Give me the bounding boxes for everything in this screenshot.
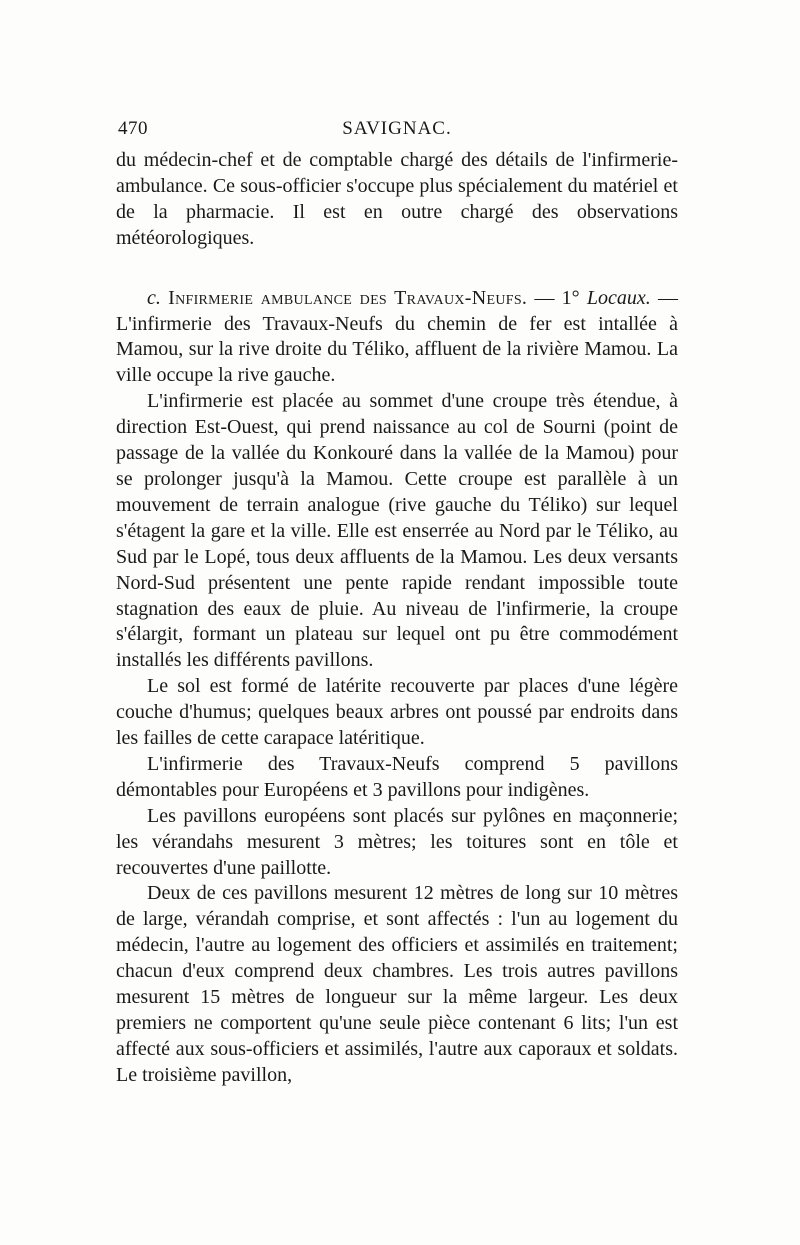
paragraph: Deux de ces pavillons mesurent 12 mètres de long sur 10 mètres de large, vérandah comprise, et sont affectés : l'un au logement du médecin, l'autre au logement des officiers et assimilés en traitement; chacun d'eux comprend deux chambres. Les trois autres pavillons mesurent 15 mètres de longueur sur la même largeur. Les deux premiers ne comportent qu'une seule pièce contenant 6 lits; l'un est affecté aux sous-officiers et assimilés, l'autre aux caporaux et soldats. Le troisième pavillon, — [116, 882, 678, 1086]
running-head — [116, 118, 678, 142]
section-dash: — 1° — [527, 286, 587, 309]
paragraph: L'infirmerie des Travaux-Neufs comprend 5 pavillons démontables pour Européens et 3 pavillons pour indigènes. — [116, 752, 678, 801]
section-heading-paragraph — [116, 286, 678, 390]
page-number: 470 — [118, 118, 148, 139]
section-letter: c. — [147, 286, 161, 309]
paragraph: Le sol est formé de latérite recouverte par places d'une légère couche d'humus; quelques beaux arbres ont poussé par endroits dans les failles de cette carapace latéritique. — [116, 675, 678, 750]
paragraph-continued: du médecin-chef et de comptable chargé des détails de l'infirmerie-ambulance. Ce sous-officier s'occupe plus spécialement du matériel et de la pharmacie. Il est en outre chargé des observations météorologiques. — [116, 149, 678, 249]
body-text — [116, 148, 678, 1089]
section-lead-text: — L'infirmerie des Travaux-Neufs du chemin de fer est intallée à Mamou, sur la rive droite du Téliko, affluent de la rivière Mamou. La ville occupe la rive gauche. — [116, 286, 679, 387]
running-title: SAVIGNAC. — [342, 118, 452, 139]
paragraph: Les pavillons européens sont placés sur pylônes en maçonnerie; les vérandahs mesurent 3 mètres; les toitures sont en tôle et recouvertes d'une paillotte. — [116, 804, 678, 879]
subsection-title: Locaux. — [586, 286, 651, 309]
paragraph: L'infirmerie est placée au sommet d'une croupe très étendue, à direction Est-Ouest, qui prend naissance au col de Sourni (point de passage de la vallée du Konkouré dans la vallée de la Mamou) pour se prolonger jusqu'à la Mamou. Cette croupe est parallèle à un mouvement de terrain analogue (rive gauche du Téliko) sur lequel s'étagent la gare et la ville. Elle est enserrée au Nord par le Téliko, au Sud par le Lopé, tous deux affluents de la Mamou. Les deux versants Nord-Sud présentent une pente rapide rendant impossible toute stagnation des eaux de pluie. Au niveau de l'infirmerie, la croupe s'élargit, formant un plateau sur lequel ont pu être commodément installés les différents pavillons. — [116, 390, 678, 672]
section-title: Infirmerie ambulance des Travaux-Neufs. — [168, 286, 528, 309]
